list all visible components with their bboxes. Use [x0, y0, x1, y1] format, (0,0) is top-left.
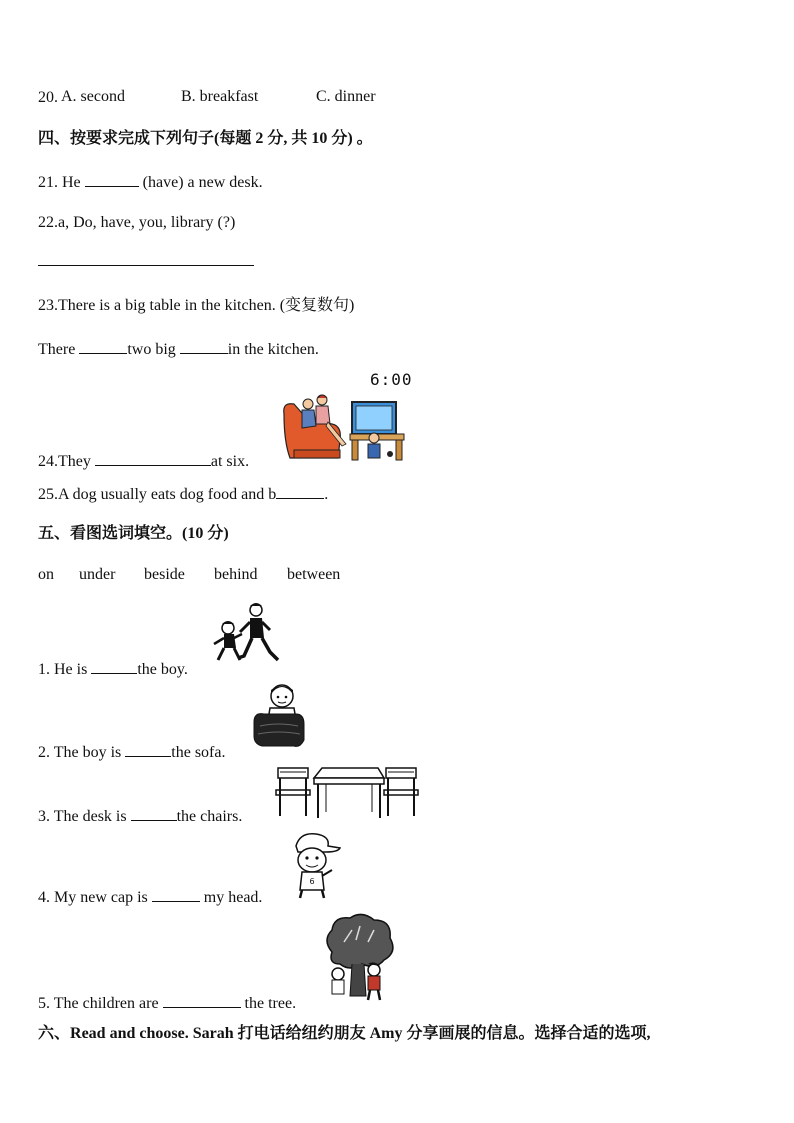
q25-text-post: .	[324, 486, 329, 503]
item-1-blank[interactable]	[91, 658, 137, 674]
section6-bold-en: Read and choose. Sarah	[70, 1025, 234, 1042]
item-3-blank[interactable]	[131, 805, 177, 821]
section6-cn1: 打电话给纽约朋友	[233, 1025, 370, 1042]
item-4-post: my head.	[203, 889, 263, 906]
item-3-post: the chairs.	[176, 808, 243, 825]
q23-blank-2[interactable]	[180, 338, 228, 354]
item-5	[38, 992, 296, 1014]
q21-text-pre: 21. He	[38, 174, 81, 191]
section5-heading: 五、看图选词填空。(10 分)	[38, 525, 229, 542]
man-chasing-boy-picture	[210, 600, 282, 670]
section6-bold-en2: Amy	[369, 1025, 403, 1042]
svg-text:6: 6	[309, 877, 315, 886]
q22: 22.a, Do, have, you, library (?)	[38, 214, 236, 231]
item-1-post: the boy.	[137, 661, 188, 678]
word-option-beside: beside	[144, 566, 185, 583]
q23-ans-mid: two big	[127, 341, 176, 358]
item-4-pre: 4. My new cap is	[38, 889, 148, 906]
q21-text-post: (have) a new desk.	[142, 174, 263, 191]
word-option-under: under	[79, 566, 116, 583]
item-1-pre: 1. He is	[38, 661, 88, 678]
desk-between-chairs-picture	[274, 764, 420, 820]
boy-behind-sofa-picture	[250, 682, 306, 752]
q25	[38, 483, 328, 505]
q25-blank[interactable]	[276, 483, 324, 499]
q24-text-post: at six.	[210, 453, 250, 470]
section4-heading: 四、按要求完成下列句子(每题 2 分, 共 10 分) 。	[38, 130, 373, 147]
item-5-blank[interactable]	[163, 992, 241, 1008]
q21	[38, 171, 263, 193]
item-5-pre: 5. The children are	[38, 995, 159, 1012]
item-1	[38, 658, 188, 680]
item-4-blank[interactable]	[152, 886, 200, 902]
item-2-blank[interactable]	[125, 741, 171, 757]
q23-blank-1[interactable]	[79, 338, 127, 354]
q24-blank[interactable]	[95, 450, 211, 466]
word-option-on: on	[38, 566, 54, 583]
item-3	[38, 805, 242, 827]
family-watching-tv-picture	[280, 392, 410, 464]
section6-prefix: 六、	[38, 1025, 71, 1042]
q22-answer-line[interactable]	[38, 250, 254, 272]
q24	[38, 450, 249, 472]
item-3-pre: 3. The desk is	[38, 808, 127, 825]
q23-ans-pre: There	[38, 341, 76, 358]
q20-option-c: C. dinner	[316, 88, 376, 105]
item-2-pre: 2. The boy is	[38, 744, 122, 761]
q20-row	[38, 88, 58, 108]
item-2	[38, 741, 225, 763]
q25-text: 25.A dog usually eats dog food and b	[38, 486, 277, 503]
section6-heading	[38, 1024, 651, 1044]
word-option-between: between	[287, 566, 341, 583]
children-under-tree-picture	[322, 912, 396, 1004]
q23-answer	[38, 338, 319, 360]
q24-clock-label: 6:00	[370, 370, 413, 389]
q24-text-pre: 24.They	[38, 453, 91, 470]
section6-cn2: 分享画展的信息。选择合适的选项,	[402, 1025, 651, 1042]
item-5-post: the tree.	[244, 995, 297, 1012]
q21-blank[interactable]	[85, 171, 139, 187]
item-2-post: the sofa.	[171, 744, 226, 761]
q23: 23.There is a big table in the kitchen. (变复数句)	[38, 297, 355, 314]
q20-number: 20.	[38, 89, 58, 106]
q20-option-a: A. second	[61, 88, 125, 105]
word-option-behind: behind	[214, 566, 258, 583]
q23-ans-post: in the kitchen.	[227, 341, 319, 358]
item-4	[38, 886, 262, 908]
q20-option-b: B. breakfast	[181, 88, 259, 105]
boy-with-cap-picture	[290, 830, 342, 900]
